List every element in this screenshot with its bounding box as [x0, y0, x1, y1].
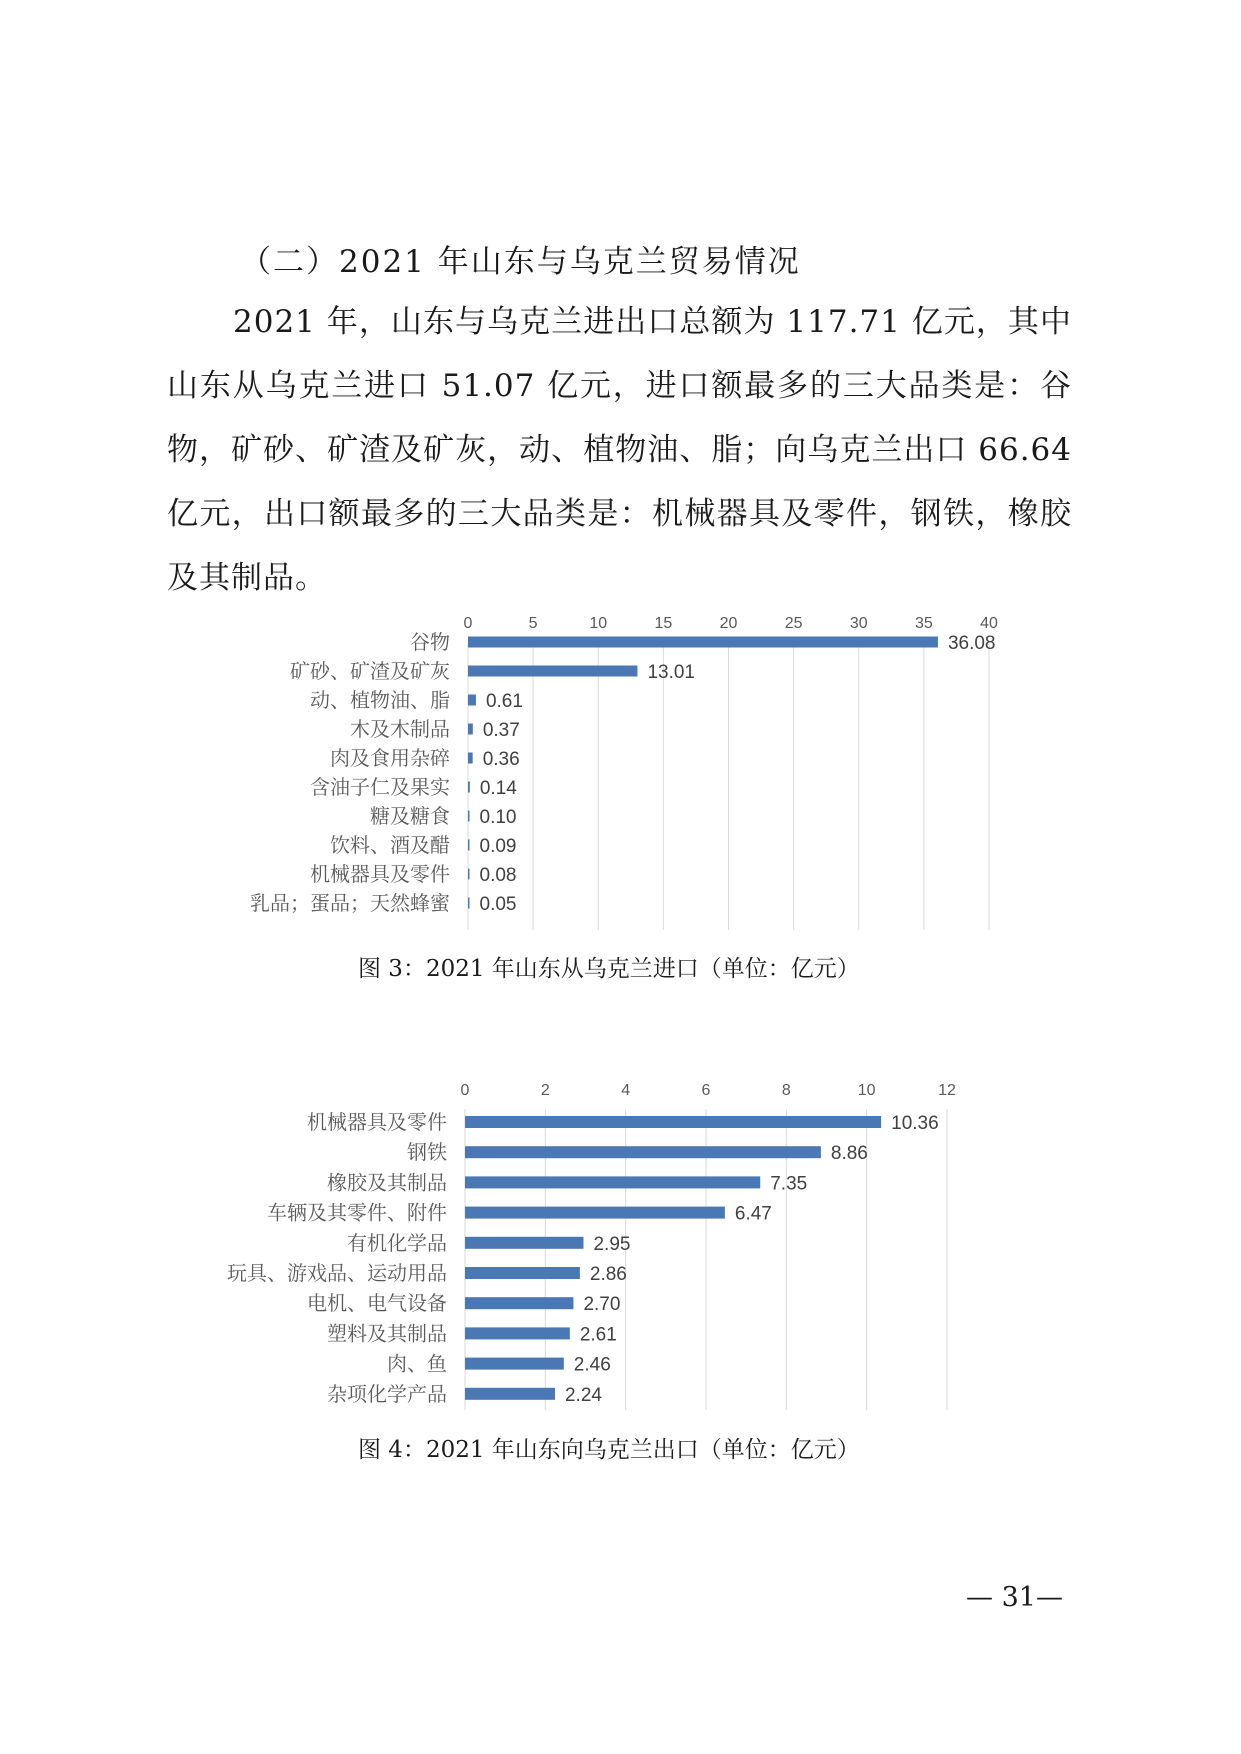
category-label: 含油子仁及果实	[310, 777, 450, 799]
value-label: 0.09	[479, 836, 517, 857]
value-label: 2.46	[573, 1354, 611, 1376]
bar	[468, 724, 473, 735]
x-tick-label: 30	[849, 615, 868, 632]
bar	[465, 1116, 881, 1128]
bar	[465, 1207, 725, 1219]
import-chart	[0, 600, 1241, 940]
value-label: 6.47	[734, 1203, 772, 1225]
bar	[465, 1176, 760, 1188]
value-label: 2.86	[589, 1264, 627, 1285]
category-label: 肉及食用杂碎	[330, 748, 450, 770]
category-label: 木及木制品	[350, 719, 450, 741]
bar	[465, 1327, 570, 1339]
page-number: — 31—	[966, 1582, 1063, 1613]
bar	[465, 1267, 580, 1279]
value-label: 13.01	[647, 662, 696, 683]
x-tick-label: 4	[621, 1082, 631, 1099]
x-tick-label: 25	[784, 615, 803, 632]
value-label: 0.36	[482, 749, 520, 770]
value-label: 0.61	[485, 691, 523, 712]
value-label: 7.35	[770, 1173, 808, 1195]
bar	[465, 1146, 821, 1158]
category-label: 肉、鱼	[387, 1353, 447, 1376]
x-tick-label: 2	[540, 1082, 550, 1099]
x-tick-label: 5	[528, 615, 538, 632]
body-paragraph: 2021 年，山东与乌克兰进出口总额为 117.71 亿元，其中山东从乌克兰进口 51.07 亿元，进口额最多的三大品类是：谷物，矿砂、矿渣及矿灰，动、植物油、脂；向乌克兰出口 66.64 亿元，出口额最多的三大品类是：机械器具及零件，钢铁，橡胶及其制品。	[167, 304, 1072, 596]
value-label: 0.05	[479, 894, 517, 915]
category-label: 电机、电气设备	[307, 1293, 447, 1316]
value-label: 2.24	[564, 1384, 602, 1406]
bar	[468, 782, 470, 793]
category-label: 塑料及其制品	[327, 1323, 447, 1346]
import-chart-caption: 图 3：2021 年山东从乌克兰进口（单位：亿元）	[358, 956, 860, 982]
category-label: 饮料、酒及醋	[330, 835, 450, 857]
bar	[468, 869, 470, 880]
category-label: 车辆及其零件、附件	[267, 1202, 447, 1225]
category-label: 钢铁	[407, 1142, 447, 1165]
x-tick-label: 10	[589, 615, 608, 632]
category-label: 动、植物油、脂	[310, 690, 450, 712]
category-label: 杂项化学产品	[327, 1383, 447, 1406]
category-label: 矿砂、矿渣及矿灰	[290, 661, 450, 683]
x-tick-label: 6	[701, 1082, 711, 1099]
category-label: 机械器具及零件	[310, 864, 450, 886]
value-label: 2.70	[583, 1294, 621, 1316]
x-tick-label: 8	[781, 1082, 791, 1099]
value-label: 2.61	[579, 1324, 617, 1346]
x-tick-label: 10	[857, 1082, 876, 1099]
bar	[465, 1358, 564, 1370]
category-label: 谷物	[410, 632, 450, 654]
category-label: 有机化学品	[347, 1232, 447, 1255]
value-label: 2.95	[593, 1233, 631, 1255]
category-label: 糖及糖食	[370, 806, 450, 828]
x-tick-label: 0	[460, 1082, 470, 1099]
bar	[468, 753, 473, 764]
category-label: 机械器具及零件	[307, 1112, 447, 1134]
bar	[468, 898, 470, 909]
x-tick-label: 40	[980, 615, 998, 632]
bar	[468, 637, 938, 648]
bar	[465, 1237, 583, 1249]
value-label: 0.10	[479, 807, 517, 828]
category-label: 橡胶及其制品	[327, 1172, 447, 1195]
import-chart-svg	[0, 600, 1241, 940]
x-tick-label: 0	[463, 615, 473, 632]
bar	[468, 840, 470, 851]
x-tick-label: 12	[938, 1082, 956, 1099]
bar	[468, 695, 476, 706]
bar	[465, 1388, 555, 1400]
value-label: 36.08	[947, 633, 996, 654]
export-chart-caption: 图 4：2021 年山东向乌克兰出口（单位：亿元）	[358, 1437, 860, 1463]
section-heading: （二）2021 年山东与乌克兰贸易情况	[240, 244, 801, 280]
x-tick-label: 15	[654, 615, 673, 632]
export-chart-svg	[0, 1065, 1241, 1420]
x-tick-label: 20	[719, 615, 738, 632]
category-label: 玩具、游戏品、运动用品	[227, 1263, 447, 1285]
bar	[468, 811, 470, 822]
value-label: 0.14	[479, 778, 517, 799]
value-label: 0.08	[479, 865, 517, 886]
bar	[465, 1297, 573, 1309]
category-label: 乳品；蛋品；天然蜂蜜	[250, 893, 450, 915]
bar	[468, 666, 637, 677]
value-label: 8.86	[830, 1143, 868, 1165]
value-label: 10.36	[891, 1113, 939, 1134]
x-tick-label: 35	[914, 615, 933, 632]
export-chart	[0, 1065, 1241, 1420]
value-label: 0.37	[482, 720, 520, 741]
